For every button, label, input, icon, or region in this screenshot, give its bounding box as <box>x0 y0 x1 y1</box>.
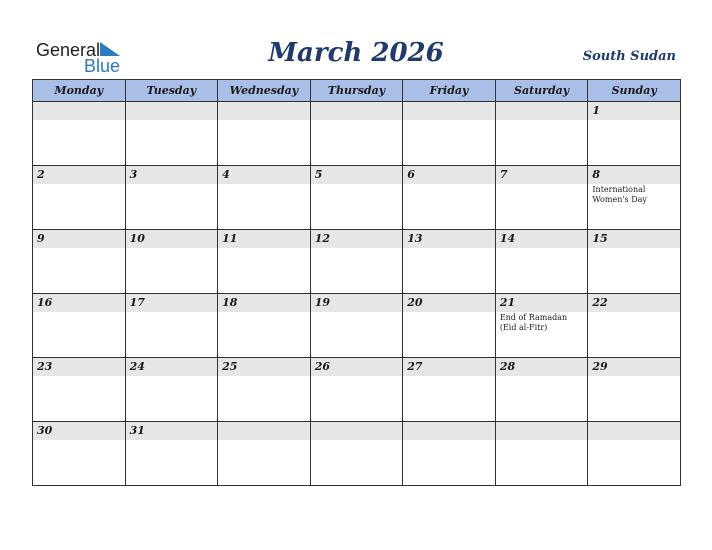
day-cell-header-band <box>496 102 588 120</box>
day-cell <box>588 230 681 294</box>
day-cell-header-band <box>588 102 680 120</box>
day-cell-header-band <box>311 422 403 440</box>
day-cell <box>125 230 218 294</box>
day-cell <box>125 102 218 166</box>
day-number: 10 <box>129 232 145 245</box>
week-row <box>33 422 681 486</box>
day-cell <box>588 358 681 422</box>
day-number: 4 <box>222 168 230 181</box>
day-number: 17 <box>129 296 145 309</box>
country-label: South Sudan <box>582 49 676 64</box>
day-number: 2 <box>37 168 45 181</box>
day-number: 27 <box>407 360 423 373</box>
day-cell <box>33 166 126 230</box>
day-cell <box>403 358 496 422</box>
day-number: 7 <box>499 168 508 181</box>
day-cell-header-band <box>33 230 125 248</box>
day-cell <box>218 358 311 422</box>
day-cell <box>218 166 311 230</box>
day-cell <box>310 294 403 358</box>
holiday-label: End of Ramadan (Eid al-Fitr) <box>499 313 568 332</box>
logo-text-blue: Blue <box>84 56 121 76</box>
day-cell <box>588 422 681 486</box>
day-cell <box>495 422 588 486</box>
day-cell <box>218 102 311 166</box>
day-number: 21 <box>499 296 516 309</box>
day-cell-header-band <box>311 166 403 184</box>
day-number: 25 <box>222 360 238 373</box>
day-cell <box>125 294 218 358</box>
day-cell-header-band <box>588 422 680 440</box>
day-cell <box>310 422 403 486</box>
day-number: 24 <box>129 360 145 373</box>
day-cell-header-band <box>403 166 495 184</box>
day-cell <box>495 358 588 422</box>
day-number: 11 <box>222 232 238 245</box>
day-number: 29 <box>592 360 608 373</box>
weekday-header: Sunday <box>588 80 681 102</box>
weekday-header: Wednesday <box>218 80 311 102</box>
day-cell <box>310 230 403 294</box>
day-cell <box>403 294 496 358</box>
day-cell-header-band <box>218 166 310 184</box>
day-cell-header-band <box>33 102 125 120</box>
holiday-label: International Women's Day <box>592 185 647 204</box>
day-cell <box>495 230 588 294</box>
day-cell <box>310 166 403 230</box>
weekday-header: Saturday <box>495 80 588 102</box>
day-cell <box>588 102 681 166</box>
day-number: 20 <box>407 296 423 309</box>
day-cell <box>33 294 126 358</box>
day-cell <box>33 102 126 166</box>
day-cell <box>403 102 496 166</box>
day-cell <box>218 422 311 486</box>
day-cell-header-band <box>33 166 125 184</box>
day-cell-header-band <box>588 166 680 184</box>
day-number: 28 <box>499 360 516 373</box>
day-number: 1 <box>592 104 601 117</box>
day-number: 6 <box>407 168 415 181</box>
day-number: 16 <box>37 296 53 309</box>
day-number: 30 <box>37 424 53 437</box>
day-number: 19 <box>314 296 330 309</box>
weekday-header: Thursday <box>310 80 403 102</box>
day-cell <box>403 422 496 486</box>
day-cell <box>125 166 218 230</box>
day-number: 31 <box>129 424 145 437</box>
day-cell-header-band <box>311 102 403 120</box>
day-cell <box>588 166 681 230</box>
day-number: 8 <box>592 168 601 181</box>
weekday-header: Friday <box>403 80 496 102</box>
day-number: 15 <box>592 232 608 245</box>
day-number: 13 <box>407 232 423 245</box>
day-cell-header-band <box>496 166 588 184</box>
day-cell <box>33 422 126 486</box>
day-number: 26 <box>314 360 330 373</box>
day-number: 5 <box>314 168 323 181</box>
page-title: March 2026 <box>268 38 444 68</box>
day-number: 14 <box>499 232 516 245</box>
day-number: 23 <box>37 360 53 373</box>
calendar-grid <box>32 79 681 486</box>
week-row <box>33 166 681 230</box>
day-cell-header-band <box>496 422 588 440</box>
weekday-header-row <box>33 80 681 102</box>
day-cell <box>33 230 126 294</box>
day-cell <box>495 102 588 166</box>
day-cell <box>125 358 218 422</box>
day-cell <box>495 166 588 230</box>
logo-text-general: General <box>36 40 101 60</box>
day-cell <box>588 294 681 358</box>
day-cell-header-band <box>403 102 495 120</box>
day-number: 22 <box>592 296 608 309</box>
day-cell <box>218 230 311 294</box>
week-row <box>33 230 681 294</box>
day-cell <box>310 102 403 166</box>
day-number: 3 <box>129 168 138 181</box>
weekday-header: Monday <box>33 80 126 102</box>
day-cell <box>33 358 126 422</box>
day-cell <box>310 358 403 422</box>
day-cell <box>403 230 496 294</box>
day-cell-header-band <box>403 422 495 440</box>
day-cell-header-band <box>218 422 310 440</box>
day-cell <box>218 294 311 358</box>
day-number: 12 <box>314 232 330 245</box>
week-row <box>33 102 681 166</box>
day-number: 18 <box>222 296 238 309</box>
day-cell <box>495 294 588 358</box>
day-cell-header-band <box>218 102 310 120</box>
day-cell-header-band <box>126 102 218 120</box>
week-row <box>33 294 681 358</box>
weekday-header: Tuesday <box>125 80 218 102</box>
day-cell <box>125 422 218 486</box>
day-number: 9 <box>37 232 45 245</box>
week-row <box>33 358 681 422</box>
day-cell-header-band <box>126 166 218 184</box>
day-cell <box>403 166 496 230</box>
